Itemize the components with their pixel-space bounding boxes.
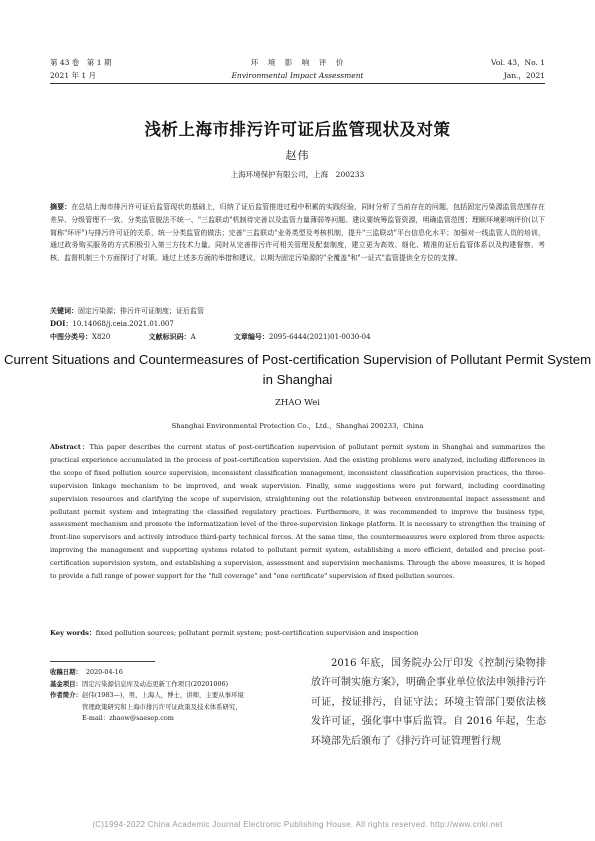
abstract-cn-label: 摘要： — [50, 202, 72, 211]
header-date-en: Jan.，2021 — [503, 71, 545, 80]
keywords-cn — [50, 305, 204, 317]
affiliation-en: Shanghai Environmental Protection Co.，Ltd.，Shanghai 200233，China — [171, 422, 424, 430]
keywords-cn-label: 关键词： — [50, 306, 78, 315]
footnote-text: 2020-04-16 — [85, 668, 123, 676]
abstract-cn-text: 在总结上海市排污许可证后监管现状的基础上，归纳了证后监管推进过程中积累的实践经验，同时分析了当前存在的问题，包括固定污染源监管范围存在差异、分级管理不一致、分类监管脱法不统一、"三监联动"机制待完善以及监管力量薄弱等问题。建议要统筹监管资源，明确监管范围；理顺环境影响评价(以下简称"环评")与排污许可证的关系，统一分类监管的做法；完善"三监联动"业务类型及考核机制，提升"三监联动"平台信息化水平；加强对一线监管人员的培训，通过政务购买服务的方式积极引入第三方技术力量。同时从完善排污许可相关管理及配套制度，建立更为高效、细化、精准的证后监管体系以及构建督察、考核、监督机制三个方面探讨了对策。通过上述多方面的举措和建议，以期为固定污染源的"全覆盖"和"一证式"监管提供全方位的支撑。 — [50, 203, 545, 263]
affiliation-cn: 上海环境保护有限公司，上海 200233 — [230, 170, 365, 179]
footnote-label: 作者简介： — [50, 691, 82, 699]
doi-label: DOI： — [50, 319, 73, 328]
footnotes — [50, 667, 245, 725]
abstract-cn — [50, 201, 545, 265]
header-journal-en: Environmental Impact Assessment — [231, 71, 364, 80]
clc-value: X820 — [92, 333, 111, 341]
header-date-cn: 2021 年 1 月 — [50, 71, 97, 80]
abstract-en-label: Abstract： — [50, 443, 90, 451]
article-no-value: 2095-6444(2021)01-0030-04 — [268, 333, 371, 341]
doi-link[interactable]: 10.14068/j.ceia.2021.01.007 — [72, 320, 174, 328]
footnote-rule — [50, 661, 155, 662]
header-rule — [50, 83, 545, 84]
footnote-funding — [50, 679, 245, 691]
header-journal-cn: 环 境 影 响 评 价 — [250, 58, 345, 67]
classification-line — [50, 331, 545, 343]
doi-line — [50, 318, 174, 330]
keywords-en — [50, 628, 418, 639]
footnote-label: 基金项目： — [50, 679, 82, 688]
footnote-author-bio — [50, 690, 245, 725]
footnote-received — [50, 667, 245, 679]
footnote-text: 赵伟(1983—)，男，上海人，博士，讲师，主要从事环境管理政策研究和上海市排污许可证政策及技术体系研究，E-mail：zhaow@saesep.com — [81, 691, 244, 722]
author-cn: 赵伟 — [285, 149, 310, 162]
keywords-cn-text: 固定污染源；排污许可证制度；证后监管 — [78, 307, 204, 315]
author-en: ZHAO Wei — [275, 398, 320, 408]
footnote-label: 收稿日期： — [50, 668, 82, 676]
doc-code-label: 文献标识码： — [148, 332, 191, 341]
paper-title-cn: 浅析上海市排污许可证后监管现状及对策 — [144, 120, 451, 139]
keywords-en-text: fixed pollution sources; pollutant permit system; post-certification supervision and inspection — [95, 629, 419, 637]
doc-code-value: A — [190, 333, 196, 341]
header-volume-cn: 第 43 卷 第 1 期 — [50, 58, 112, 67]
keywords-en-label: Key words： — [50, 629, 96, 637]
body-paragraph: 2016 年底，国务院办公厅印发《控制污染物排放许可制实施方案》，明确企事业单位依法申领排污许可证，按证排污，自证守法；环境主管部门要依法核发许可证，强化事中事后监管。自 2016 年起，生态环境部先后颁布了《排污许可证管理暂行规 — [311, 658, 546, 747]
copyright-footer: (C)1994-2022 China Academic Journal Electronic Publishing House. All rights reserved. http://www.cnki.net — [92, 820, 503, 829]
clc-label: 中图分类号： — [50, 332, 92, 341]
paper-title-en: Current Situations and Countermeasures of Post-certification Supervision of Pollutant Permit System in Shanghai — [3, 352, 592, 387]
abstract-en — [50, 441, 545, 583]
abstract-en-text: This paper describes the current status of post-certification supervision of pollutant permit system in Shanghai and summarizes the practical experience accumulated in the process of post-certification supervision. And the existing problems were analyzed, including differences in the scope of fixed pollution source supervision, inconsistent classification management, inconsistent classification supervision practices, the three-supervision linkage mechanism to be improved, and weak supervision. Finally, some suggestions were put forward, including coordinating supervision resources and clarifying the scope of supervision, straightening out the relationship between environmental impact assessment and pollutant permit system and integrating the classified regulatory practices. Furthermore, it was recommended to improve the business type, assessment mechanism and promote the informatization level of the three-supervision linkage platform. It is necessary to strengthen the training of front-line supervisors and actively introduce third-party technical forces. At the same time, the countermeasures were explored from three aspects: improving the management and supporting systems related to pollutant permit system, establishing a more efficient, detailed and precise post-certification supervision system, and establishing a supervision, assessment and supervision mechanisms. Through the above measures, it is hoped to provide a full range of power support for the "full coverage" and "one certificate" supervision of fixed pollution sources. — [50, 443, 545, 581]
footnote-text: 固定污染源信息库及动态更新工作项目(20201006) — [81, 679, 229, 688]
article-no-label: 文章编号： — [233, 332, 269, 341]
header-volume-en: Vol. 43，No. 1 — [491, 58, 545, 67]
